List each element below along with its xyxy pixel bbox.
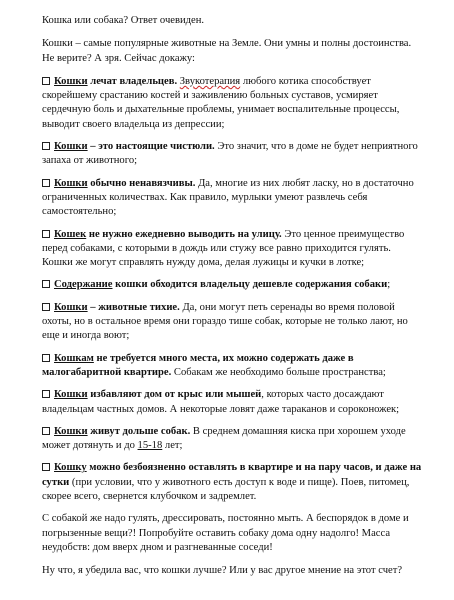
item-bold-text: можно безбоязненно оставлять в квартире и на пару часов, и даже на сутки — [42, 462, 422, 488]
list-item — [42, 301, 424, 344]
list-item — [42, 278, 424, 292]
checkbox-bullet-icon — [42, 179, 50, 187]
checkbox-bullet-icon — [42, 230, 50, 238]
list-item — [42, 388, 424, 417]
item-keyword: Кошки — [54, 425, 88, 437]
item-bold-text: обычно ненавязчивы. — [87, 177, 196, 189]
item-text: Да, многие из них любят ласку, но в достаточно ограниченных количествах. Как правило, мурлыки умеют развлечь себя самостоятельно; — [42, 177, 414, 218]
item-text: Да, они могут петь серенады во время половой охоты, но в остальное время они гораздо тише собак, которые не только лают, но еще и иногда воют; — [42, 301, 408, 342]
item-text: Это ценное преимущество перед собаками, с которыми в дождь или стужу все равно приходится гулять. Кошки же могут справлять нужду дома, делая лужицы и кучки в лотке; — [42, 228, 405, 269]
checkbox-bullet-icon — [42, 463, 50, 471]
item-text-tail: лет; — [162, 440, 183, 452]
item-keyword: Кошки — [54, 301, 88, 313]
item-text: , которых часто досаждают владельцам частных домов. А некоторые ловят даже тараканов и сороконожек; — [42, 389, 400, 415]
closing-paragraph: Ну что, я убедила вас, что кошки лучше? Или у вас другое мнение на этот счет? — [42, 565, 403, 577]
document-page — [42, 14, 424, 588]
item-keyword: Кошек — [54, 228, 87, 240]
checkbox-bullet-icon — [42, 427, 50, 435]
checkbox-bullet-icon — [42, 390, 50, 398]
list-item — [42, 177, 424, 220]
checkbox-bullet-icon — [42, 303, 50, 311]
item-keyword: Кошки — [54, 75, 88, 87]
list-item — [42, 352, 424, 381]
item-text: ; — [387, 279, 391, 291]
list-item — [42, 228, 424, 271]
item-text: (при условии, что у животного есть доступ к воде и пище). Поев, питомец, скорее всего, свернется клубочком и задремлет. — [42, 476, 410, 503]
item-bold-text: – животные тихие. — [87, 301, 180, 313]
item-bold-text: живут дольше собак. — [87, 425, 191, 437]
item-keyword: Содержание — [54, 279, 113, 291]
item-keyword: Кошку — [54, 462, 87, 474]
checkbox-bullet-icon — [42, 142, 50, 150]
list-item — [42, 140, 424, 169]
item-keyword: Кошки — [54, 177, 88, 189]
item-bold-text: кошки обходится владельцу дешевле содержания собаки — [112, 279, 388, 291]
checkbox-bullet-icon — [42, 280, 50, 288]
item-text: Собакам же необходимо больше пространства; — [171, 366, 386, 378]
item-bold-text: – это настоящие чистюли. — [87, 141, 215, 153]
list-item — [42, 461, 424, 504]
item-keyword: Кошки — [54, 389, 88, 401]
item-text: В среднем домашняя киска при хорошем уходе может дотянуть и до — [42, 425, 406, 452]
checkbox-bullet-icon — [42, 77, 50, 85]
item-bold-text: лечат владельцев. — [87, 75, 178, 87]
item-text: любого котика способствует скорейшему срастанию костей и заживлению больных суставов, усмиряет сердечную боль и дыхательные проблемы, унимает воспалительные процессы, выводит своего владельца из депрессии; — [42, 75, 400, 130]
lifespan-range: 15-18 — [137, 440, 163, 452]
item-keyword: Кошкам — [54, 352, 94, 364]
item-bold-text: избавляют дом от крыс или мышей — [87, 389, 262, 401]
misspelled-word: Звукотерапия — [179, 75, 241, 87]
intro-paragraph: Кошки – самые популярные животные на Земле. Они умны и полны достоинства. Не верите? А зря. Сейчас докажу: — [42, 38, 412, 64]
item-bold-text: не нужно ежедневно выводить на улицу. — [86, 228, 282, 240]
document-title-line: Кошка или собака? Ответ очевиден. — [42, 15, 205, 26]
item-bold-text: не требуется много места, их можно содержать даже в малогабаритной квартире. — [42, 352, 354, 378]
list-item — [42, 425, 424, 454]
dogs-paragraph: С собакой же надо гулять, дрессировать, постоянно мыть. А беспорядок в доме и погрызенные вещи?! Попробуйте оставить собаку дома одну надолго! Масса неудобств: дом вверх дном и разгневанные соседи! — [42, 513, 409, 553]
item-keyword: Кошки — [54, 141, 88, 153]
item-text: Это значит, что в доме не будет неприятного запаха от животного; — [42, 141, 418, 167]
list-item — [42, 75, 424, 132]
checkbox-bullet-icon — [42, 354, 50, 362]
